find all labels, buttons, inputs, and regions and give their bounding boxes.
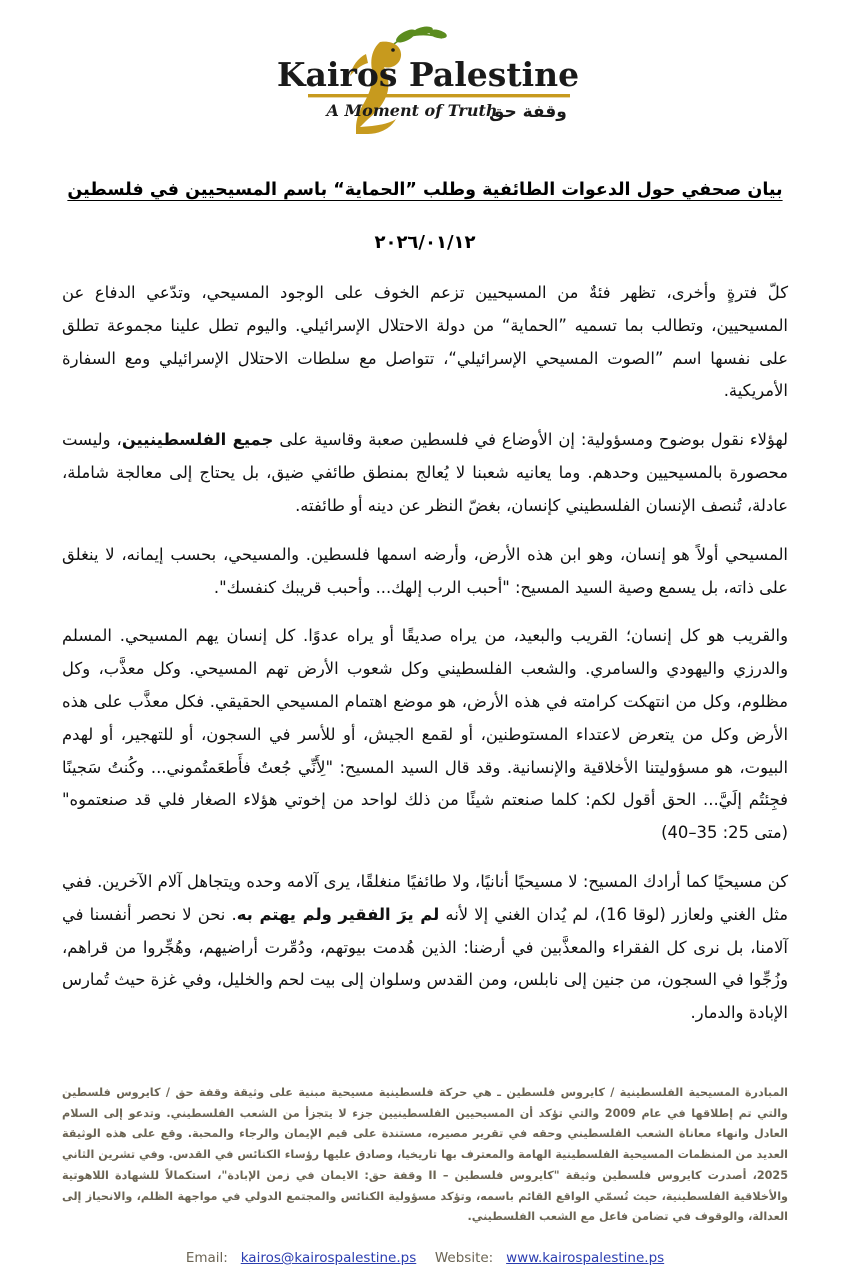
svg-text:وقفة حق: وقفة حق [489, 102, 567, 122]
organization-logo [62, 24, 788, 136]
website-link[interactable]: www.kairospalestine.ps [506, 1250, 665, 1266]
email-label: Email: [185, 1250, 228, 1266]
email-link[interactable]: kairos@kairospalestine.ps [240, 1250, 417, 1266]
paragraph-4: والقريب هو كل إنسان؛ القريب والبعيد، من يراه صديقًا أو يراه عدوًا. كل إنسان يهم المسيحي. المسلم والدرزي واليهودي والسامري. والشعب الفلسطيني وكل شعوب الأرض تهم المسيحي. وكل معذَّب، وكل مظلوم، وكل من انتهكت كرامته في هذه الأرض، هو موضع اهتمام المسيحي الحقيقي. فكل معذَّب على هذه الأرض وكل من يتعرض لاعتداء المستوطنين، أو لقمع الجيش، أو للأسر في السجون، أو للتهجير، أو لهدم البيوت، هو مسؤوليتنا الأخلاقية والإنسانية. وقد قال السيد المسيح: "لِأَنِّي جُعتُ فأَطعَمتُموني... وكُنتُ سَجينًا فجِئتُم إلَيَّ... الحق أقول لكم: كلما صنعتم شيئًا من ذلك لواحد من إخوتي هؤلاء الصغار فلي قد صنعتموه" (متى 25: 35–40) [62, 626, 788, 843]
footer-about-text: المبادرة المسيحية الفلسطينية / كايروس فلسطين ـ هي حركة فلسطينية مسيحية مبنية على وثيقة وقفة حق / كايروس فلسطين والتي تم إطلاقها في عام 2009 والتي تؤكد أن المسيحيين الفلسطينيين جزء لا يتجزأ من الشعب الفلسطيني. وتدعو إلى السلام العادل وانهاء معاناة الشعب الفلسطيني وحقه في تقرير مصيره، مستندة على قيم الإيمان والرجاء والمحبة. وقع على هذه الوثيقة العديد من المنظمات المسيحية الفلسطينية الهامة والمعترف بها تاريخيا، وصادق عليها رؤساء الكنائس في القدس. وفي تشرين الثاني 2025، أصدرت كايروس فلسطين وثيقة "كايروس فلسطين – II وقفة حق: الايمان في زمن الإبادة"، استكمالاً للشهادة اللاهوتية والأخلاقية الفلسطينية، حيث تُسمّي الواقع القائم باسمه، وتؤكد مسؤولية الكنائس والمجتمع الدولي في مواجهة الظلم، والانحياز إلى العدالة، والوقوف في تضامن فاعل مع الشعب الفلسطيني. [62, 1085, 788, 1224]
paragraph-3: المسيحي أولاً هو إنسان، وهو ابن هذه الأرض، وأرضه اسمها فلسطين. والمسيحي، بحسب إيمانه، لا ينغلق على ذاته، بل يسمع وصية السيد المسيح: "أحبب الرب إلهك... وأحبب قريبك كنفسك". [62, 544, 788, 597]
paragraph-2: لهؤلاء نقول بوضوح ومسؤولية: إن الأوضاع في فلسطين صعبة وقاسية على جميع الفلسطينيين، وليست محصورة بالمسيحيين وحدهم. وما يعانيه شعبنا لا يُعالج بمنطق طائفي ضيق، بل يحتاج إلى معالجة شاملة، عادلة، تُنصف الإنسان الفلسطيني كإنسان، بغضّ النظر عن دينه أو طائفته. [62, 430, 788, 515]
paragraph-5: كن مسيحيًا كما أرادك المسيح: لا مسيحيًا أنانيًا، ولا طائفيًا منغلقًا، يرى آلامه وحده ويتجاهل آلام الآخرين. ففي مثل الغني ولعازر (لوقا 16)، لم يُدان الغني إلا لأنه لم يرَ الفقير ولم يهتم به. نحن لا نحصر أنفسنا في آلامنا، بل نرى كل الفقراء والمعذَّبين في أرضنا: الذين هُدمت بيوتهم، ودُمِّرت أراضيهم، وهُجِّروا من قراهم، وزُجِّوا في السجون، من جنين إلى نابلس، ومن القدس وسلوان إلى بيت لحم والخليل، وفي غزة حيث تُمارس الإبادة والدمار. [62, 872, 789, 1023]
document-footer [0, 1083, 850, 1228]
svg-text:Kairos Palestine: Kairos Palestine [276, 55, 580, 94]
page-title: بيان صحفي حول الدعوات الطائفية وطلب ”الحماية“ باسم المسيحيين في فلسطين [67, 180, 783, 200]
footer-contact-line [0, 1250, 850, 1266]
website-label: Website: [434, 1250, 494, 1266]
svg-text:A Moment of Truth: A Moment of Truth [326, 101, 498, 120]
document-body [62, 277, 788, 1030]
kairos-palestine-logo-graphic [260, 24, 590, 136]
paragraph-1: كلّ فترةٍ وأخرى، تظهر فئةٌ من المسيحيين تزعم الخوف على الوجود المسيحي، وتدّعي الدفاع عن المسيحيين، وتطالب بما تسميه ”الحماية“ من دولة الاحتلال الإسرائيلي. واليوم تطل علينا مجموعة تطلق على نفسها اسم ”الصوت المسيحي الإسرائيلي“، تتواصل مع سلطات الاحتلال الإسرائيلي ومع السفارة الأمريكية. [62, 283, 788, 401]
document-date: ٢٠٢٦/٠١/١٢ [374, 232, 476, 253]
